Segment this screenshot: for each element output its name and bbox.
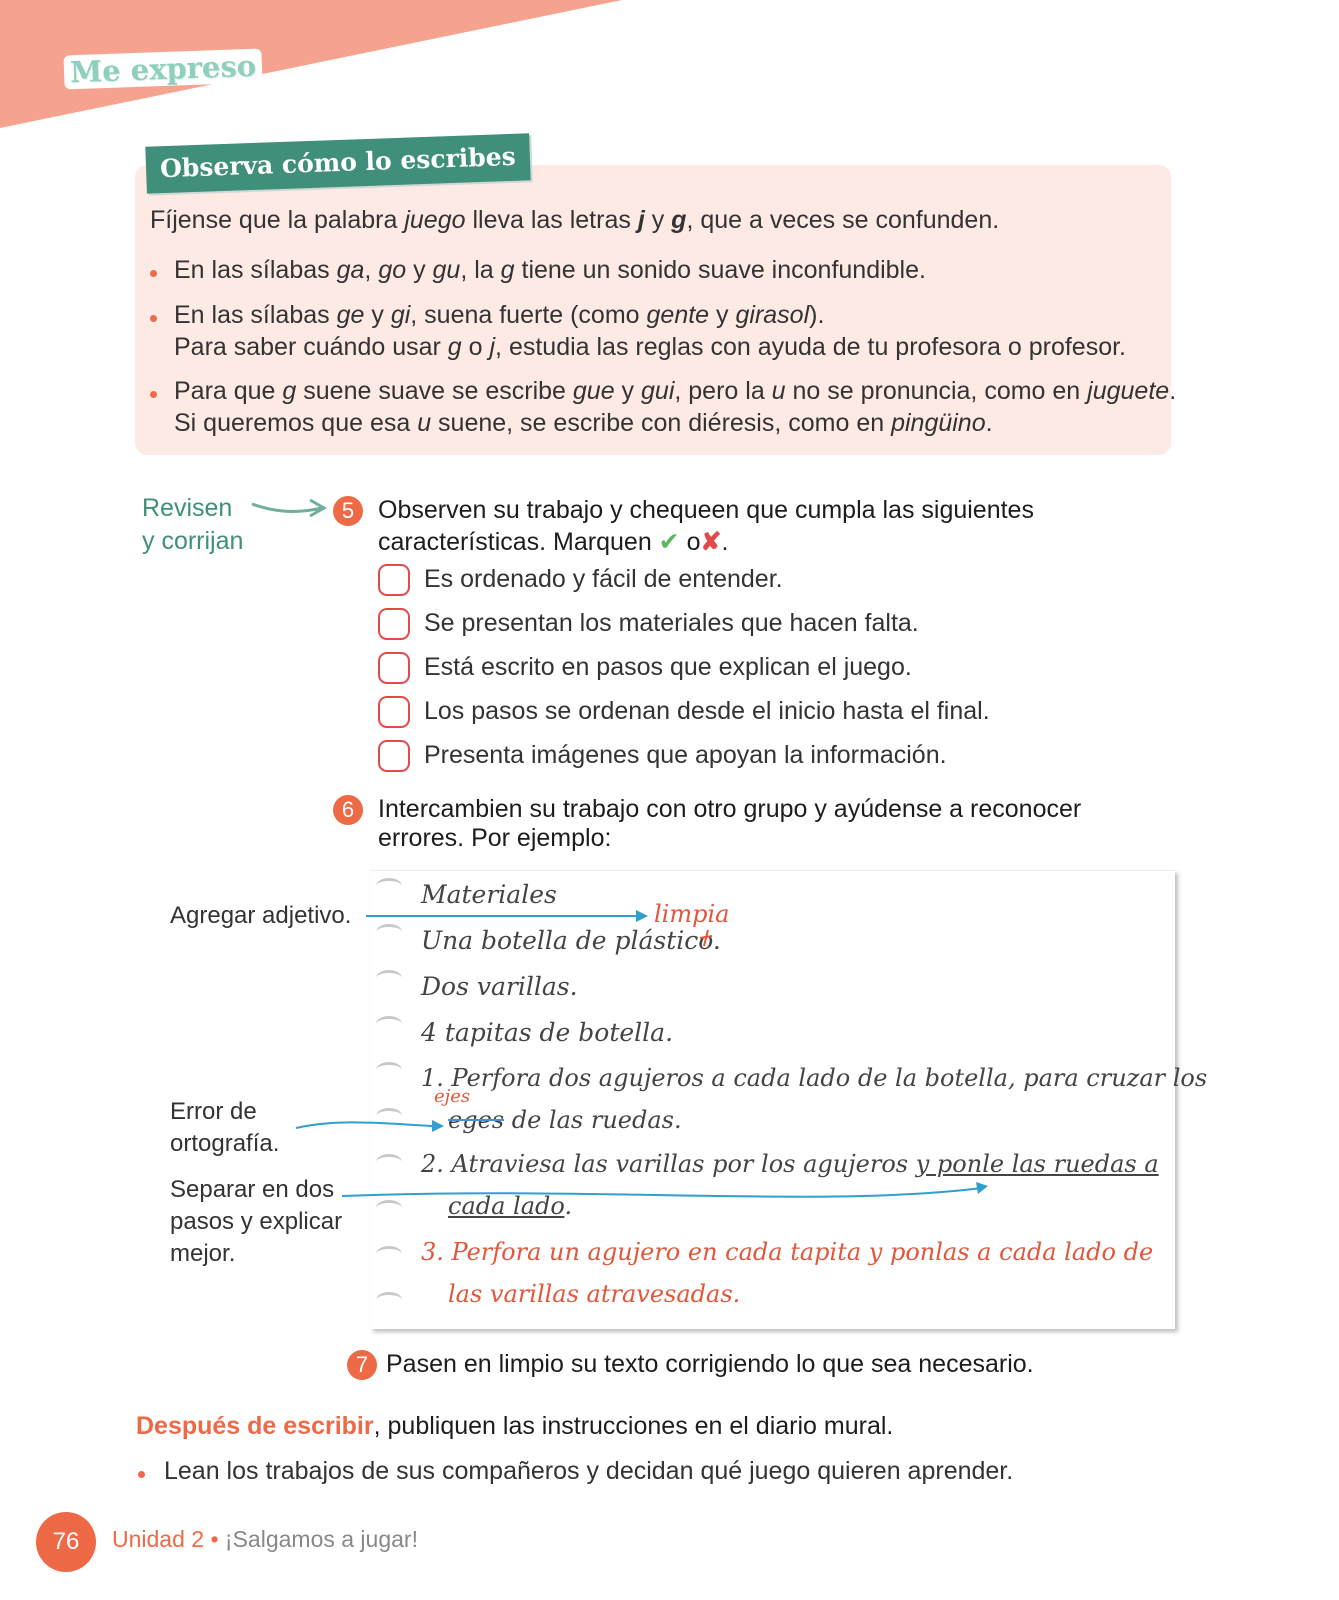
despues-heading: Después de escribir, publiquen las instrucciones en el diario mural. (136, 1412, 894, 1440)
checkbox-5[interactable] (378, 740, 410, 772)
notebook-line-9: 3. Perfora un agujero en cada tapita y ponlas a cada lado de (421, 1238, 1154, 1266)
notebook-line-5: 1. Perfora dos agujeros a cada lado de la botella, para cruzar los (421, 1064, 1208, 1092)
info-bullet-3-line-2: Si queremos que esa u suene, se escribe con diéresis, como en pingüino. (174, 409, 993, 437)
info-bullet-1: En las sílabas ga, go y gu, la g tiene un sonido suave inconfundible. (174, 256, 926, 284)
question-5-line-2: características. Marquen ✔ o✘. (378, 528, 729, 556)
bullet-dot (150, 391, 157, 398)
question-6-line-1: Intercambien su trabajo con otro grupo y ayúdense a reconocer (378, 795, 1082, 823)
annotation-separar: Separar en dos pasos y explicar mejor. (170, 1176, 343, 1267)
notebook-line-3: Dos varillas. (421, 972, 578, 1001)
notebook-correction: ejes (434, 1086, 471, 1107)
info-bullet-2-line-1: En las sílabas ge y gi, suena fuerte (como gente y girasol). (174, 301, 825, 329)
info-box-title: Observa cómo lo escribes (145, 133, 530, 193)
footer-unit: Unidad 2 • ¡Salgamos a jugar! (112, 1526, 418, 1552)
notebook-line-6: eges de las ruedas. (448, 1106, 682, 1134)
question-5-line-1: Observen su trabajo y chequeen que cumpla las siguientes (378, 496, 1034, 524)
question-number-6: 6 (333, 795, 363, 825)
notebook-line-8: cada lado. (448, 1192, 573, 1220)
info-bullet-3-line-1: Para que g suene suave se escribe gue y gui, pero la u no se pronuncia, como en juguete. (174, 377, 1177, 405)
revisen-label: Revisen y corrijan (142, 494, 244, 555)
annotation-ortografia: Error de ortografía. (170, 1098, 280, 1157)
bullet-dot (150, 270, 157, 277)
checkbox-3[interactable] (378, 652, 410, 684)
notebook-line-7: 2. Atraviesa las varillas por los agujeros y ponle las ruedas a (421, 1150, 1159, 1178)
checklist-item-4: Los pasos se ordenan desde el inicio hasta el final. (424, 697, 990, 725)
notebook-spiral (376, 878, 406, 1318)
section-label: Me expreso (63, 49, 262, 90)
check-mark-icon: ✔ (658, 528, 680, 556)
despues-bullet: Lean los trabajos de sus compañeros y decidan qué juego quieren aprender. (164, 1457, 1014, 1485)
annotation-adjetivo: Agregar adjetivo. (170, 902, 352, 929)
notebook-line-4: 4 tapitas de botella. (421, 1018, 674, 1047)
notebook-insert-word: limpia (654, 900, 730, 928)
page-number: 76 (36, 1512, 96, 1572)
question-number-7: 7 (347, 1350, 377, 1380)
notebook-line-10: las varillas atravesadas. (448, 1280, 741, 1308)
bullet-dot (138, 1471, 145, 1478)
checkbox-4[interactable] (378, 696, 410, 728)
info-intro: Fíjense que la palabra juego lleva las letras j y g, que a veces se confunden. (150, 206, 1000, 234)
bullet-dot (150, 315, 157, 322)
checklist-item-1: Es ordenado y fácil de entender. (424, 565, 783, 593)
x-mark-icon: ✘ (700, 528, 722, 556)
notebook-line-2: Una botella de plástico. (421, 926, 721, 955)
arrow-right-icon (250, 498, 330, 522)
question-7-text: Pasen en limpio su texto corrigiendo lo que sea necesario. (386, 1350, 1034, 1378)
notebook-line-1: Materiales (421, 880, 557, 909)
checkbox-2[interactable] (378, 608, 410, 640)
footer-dot: • (210, 1526, 219, 1552)
checklist-item-5: Presenta imágenes que apoyan la información. (424, 741, 947, 769)
checkbox-1[interactable] (378, 564, 410, 596)
checklist-item-3: Está escrito en pasos que explican el juego. (424, 653, 912, 681)
question-number-5: 5 (333, 496, 363, 526)
checklist-item-2: Se presentan los materiales que hacen falta. (424, 609, 919, 637)
info-bullet-2-line-2: Para saber cuándo usar g o j, estudia las reglas con ayuda de tu profesora o profesor. (174, 333, 1126, 361)
question-6-line-2: errores. Por ejemplo: (378, 824, 612, 852)
